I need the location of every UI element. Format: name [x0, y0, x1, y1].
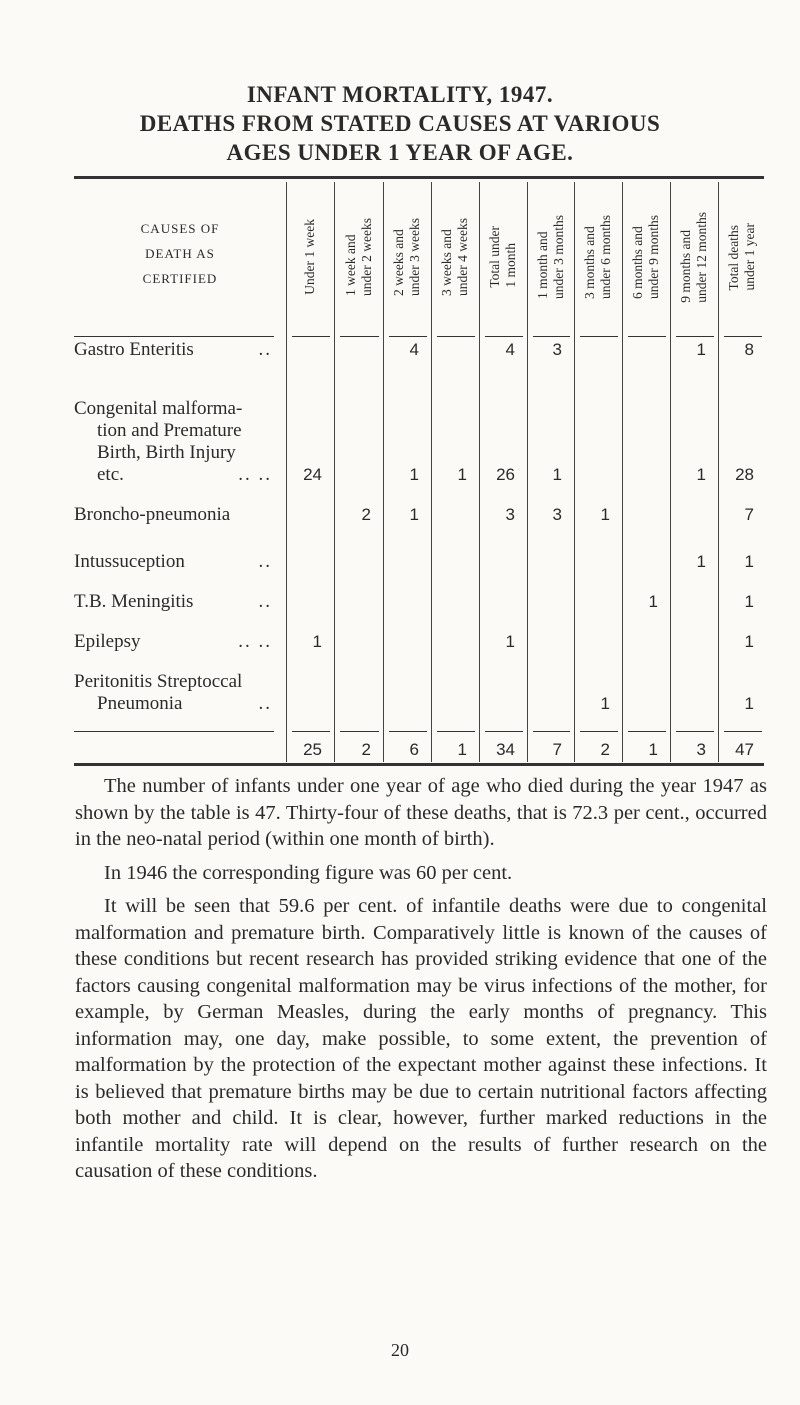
row-label-text: Congenital malforma-: [74, 398, 243, 419]
table-cell: 1: [505, 632, 515, 651]
total-cell: 25: [303, 740, 322, 759]
row-label-line: [74, 442, 286, 464]
column-header-text: 3 weeks and under 4 weeks: [439, 218, 470, 296]
column-header: [527, 182, 574, 332]
table-cell: 4: [505, 340, 515, 359]
row-label-line: [74, 504, 286, 526]
leader-dots: ..: [258, 693, 272, 714]
header-underline: [533, 336, 570, 337]
column-header-text: 6 months and under 9 months: [630, 215, 661, 299]
column-header-text: Total deaths under 1 year: [726, 223, 757, 291]
column-header-text: 9 months and under 12 months: [678, 211, 709, 303]
totals-rule: [340, 731, 379, 732]
paragraph: The number of infants under one year of age who died during the year 1947 as shown by the table is 47. Thirty-four of these deaths, that is 72.3 per cent., occurred in the neo-natal period (within one month of birth).: [75, 775, 767, 850]
column-header: [718, 182, 766, 332]
page-title: [0, 80, 800, 167]
header-underline: [389, 336, 427, 337]
header-underline: [580, 336, 618, 337]
leader-dots: ..: [258, 339, 272, 360]
title-line-2: DEATHS FROM STATED CAUSES AT VARIOUS: [139, 111, 661, 136]
table-cell: 1: [312, 632, 322, 651]
causes-header-line: CERTIFIED: [142, 271, 218, 286]
row-label-text: Pneumonia: [97, 693, 183, 714]
column-header-text: Under 1 week: [302, 219, 317, 295]
leader-dots: ..: [258, 551, 272, 572]
table-cell: 1: [696, 340, 706, 359]
row-label-text: T.B. Meningitis: [74, 591, 194, 612]
table-cell: 24: [303, 465, 322, 484]
column-header-text: 1 week and under 2 weeks: [342, 218, 374, 296]
mortality-table: [74, 176, 764, 768]
column-header: [479, 182, 527, 332]
row-label-line: [74, 398, 286, 420]
totals-rule: [533, 731, 570, 732]
table-cell: 2: [361, 505, 371, 524]
table-cell: 1: [696, 465, 706, 484]
title-line-3: AGES UNDER 1 YEAR OF AGE.: [226, 140, 574, 165]
header-underline: [340, 336, 379, 337]
total-cell: 1: [648, 740, 658, 759]
table-cell: 1: [409, 465, 419, 484]
totals-rule: [292, 731, 330, 732]
column-header-text: 2 weeks and under 3 weeks: [391, 218, 422, 296]
totals-rule: [580, 731, 618, 732]
column-header: [334, 182, 383, 332]
leader-dots: ..: [258, 591, 272, 612]
header-underline: [724, 336, 762, 337]
causes-header: [74, 216, 286, 291]
row-label: [74, 504, 286, 526]
row-label-line: [74, 339, 286, 361]
header-underline: [74, 336, 274, 337]
row-label-text: tion and Premature: [97, 420, 242, 441]
leader-dots: .. ..: [238, 631, 272, 652]
row-label: [74, 591, 286, 613]
header-underline: [292, 336, 330, 337]
top-rule: [74, 176, 764, 179]
total-cell: 2: [600, 740, 610, 759]
row-label-text: Birth, Birth Injury: [97, 442, 236, 463]
row-label-text: etc.: [97, 464, 124, 485]
table-cell: 4: [409, 340, 419, 359]
totals-rule: [628, 731, 666, 732]
causes-header-line: CAUSES OF: [140, 221, 220, 236]
table-cell: 1: [552, 465, 562, 484]
row-label-line: [74, 631, 286, 653]
bottom-rule: [74, 763, 764, 766]
column-header: [383, 182, 431, 332]
total-cell: 34: [496, 740, 515, 759]
row-label-text: Intussuception: [74, 551, 185, 572]
column-header: [574, 182, 622, 332]
total-cell: 6: [409, 740, 419, 759]
totals-rule: [437, 731, 475, 732]
totals-rule: [724, 731, 762, 732]
total-cell: 1: [457, 740, 467, 759]
paragraph: It will be seen that 59.6 per cent. of infantile deaths were due to congenital malformation and premature birth. Comparatively little is known of the causes of these conditions but recent research has provided striking evidence that one of the factors causing congenital malformation may be virus infections of the mother, for example, by German Measles, during the early months of pregnancy. This information may, one day, make possible, to some extent, the prevention of malformation by the protection of the expectant mother against these infections. It is believed that premature births may be due to certain nutritional factors affecting both mother and child. It is clear, however, further marked reductions in the infantile mortality rate will depend on the results of further research on the causation of these conditions.: [75, 895, 767, 1182]
row-label: [74, 339, 286, 361]
row-label-line: [74, 591, 286, 613]
table-cell: 1: [648, 592, 658, 611]
row-label-text: Broncho-pneumonia: [74, 504, 231, 525]
row-label: [74, 551, 286, 573]
table-cell: 1: [744, 632, 754, 651]
row-label-text: Peritonitis Streptoccal: [74, 671, 243, 692]
table-cell: 7: [744, 505, 754, 524]
table-cell: 1: [409, 505, 419, 524]
column-header: [670, 182, 718, 332]
row-label-line: [74, 671, 286, 693]
table-cell: 3: [505, 505, 515, 524]
table-cell: 3: [552, 340, 562, 359]
row-label-line: [74, 693, 286, 715]
row-label-text: Epilepsy: [74, 631, 141, 652]
table-cell: 1: [600, 694, 610, 713]
column-header-text: 1 month and under 3 months: [534, 215, 566, 299]
row-label-text: Gastro Enteritis: [74, 339, 194, 360]
body-text: [75, 773, 767, 1192]
row-label: [74, 671, 286, 715]
total-cell: 2: [361, 740, 371, 759]
page-number: 20: [391, 1340, 409, 1360]
total-cell: 7: [552, 740, 562, 759]
header-underline: [628, 336, 666, 337]
totals-rule: [389, 731, 427, 732]
title-line-1: INFANT MORTALITY, 1947.: [246, 82, 554, 107]
column-header-text: 3 months and under 6 months: [582, 215, 613, 299]
table-cell: 1: [457, 465, 467, 484]
row-label: [74, 398, 286, 486]
totals-rule: [74, 731, 274, 732]
table-cell: 28: [735, 465, 754, 484]
causes-header-line: DEATH AS: [145, 246, 215, 261]
totals-rule: [485, 731, 523, 732]
table-cell: 3: [552, 505, 562, 524]
paragraph: In 1946 the corresponding figure was 60 per cent.: [104, 861, 513, 884]
table-cell: 1: [600, 505, 610, 524]
row-label-line: [74, 551, 286, 573]
row-label: [74, 631, 286, 653]
table-cell: 1: [744, 592, 754, 611]
column-header-text: Total under 1 month: [487, 226, 518, 288]
column-header: [622, 182, 670, 332]
column-header: [431, 182, 479, 332]
leader-dots: .. ..: [238, 464, 272, 485]
row-label-line: [74, 464, 286, 486]
table-cell: 8: [744, 340, 754, 359]
total-cell: 47: [735, 740, 754, 759]
table-cell: 1: [744, 552, 754, 571]
table-cell: 26: [496, 465, 515, 484]
column-header: [286, 182, 334, 332]
totals-rule: [676, 731, 714, 732]
header-underline: [437, 336, 475, 337]
total-cell: 3: [696, 740, 706, 759]
table-cell: 1: [744, 694, 754, 713]
row-label-line: [74, 420, 286, 442]
table-cell: 1: [696, 552, 706, 571]
header-underline: [485, 336, 523, 337]
header-underline: [676, 336, 714, 337]
